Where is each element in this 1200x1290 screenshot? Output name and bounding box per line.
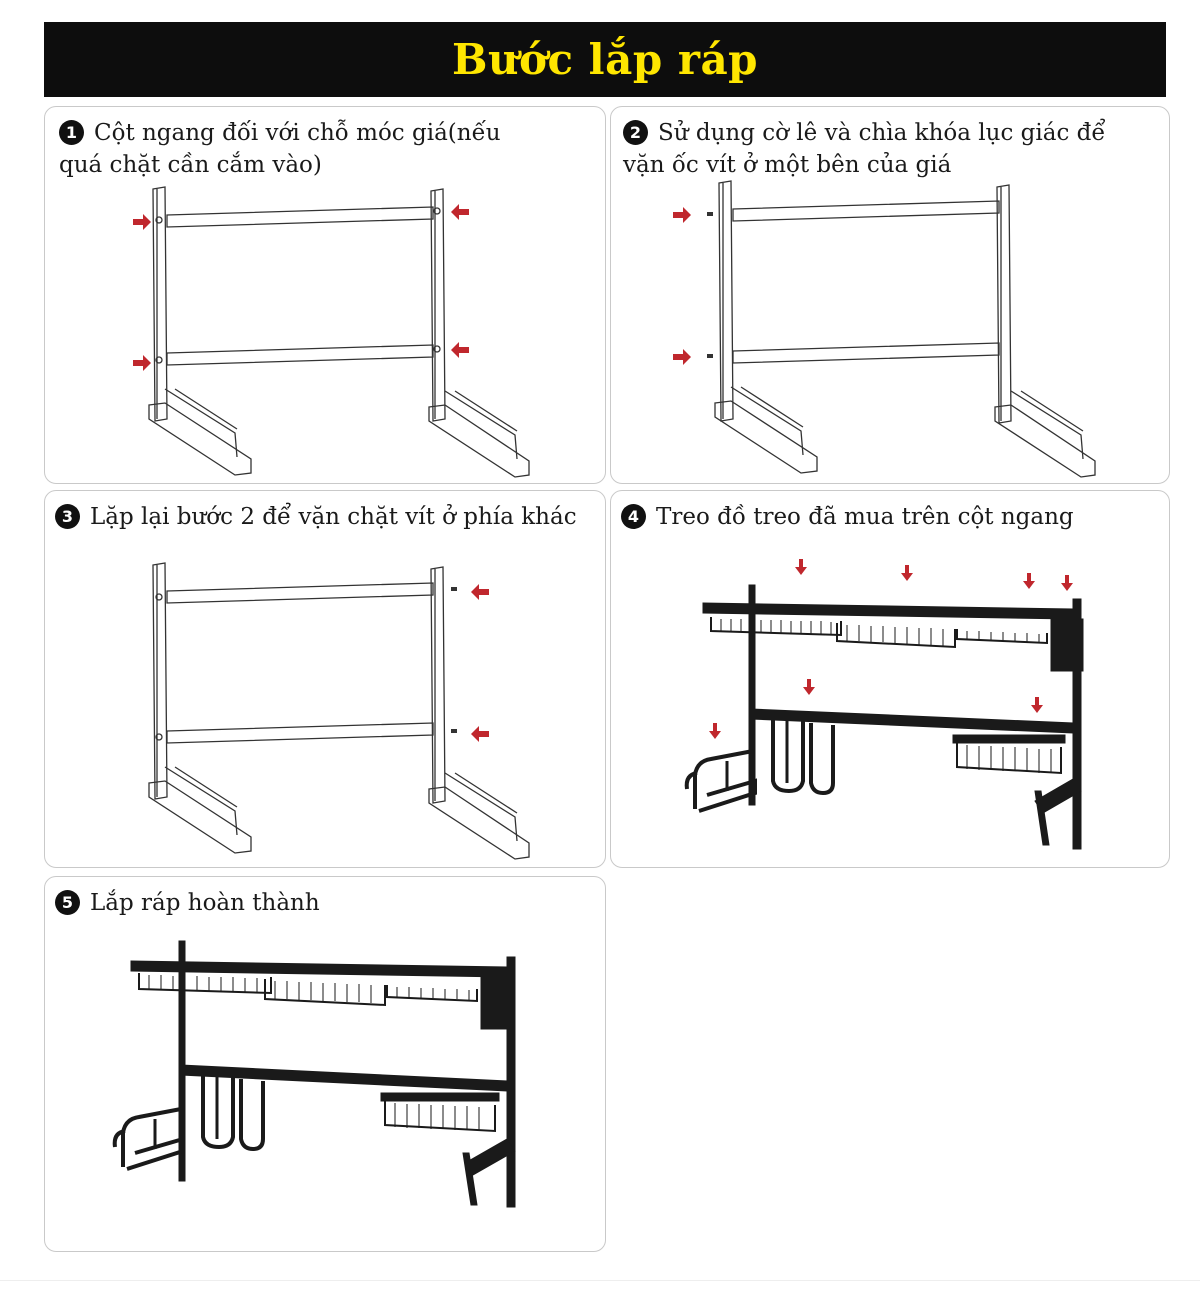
step-panel-2 [610, 106, 1170, 484]
step-1-illustration [45, 107, 607, 485]
step-panel-3 [44, 490, 606, 868]
step-panel-4 [610, 490, 1170, 868]
page-title: Bước lắp ráp [451, 35, 759, 84]
step-2-illustration [611, 107, 1171, 485]
step-3-illustration [45, 491, 607, 869]
step-4-instruction: Treo đồ treo đã mua trên cột ngang [656, 504, 1074, 530]
step-5-illustration [45, 877, 607, 1253]
bottom-divider [0, 1280, 1200, 1281]
step-2-number: 2 [623, 120, 648, 145]
step-4-number: 4 [621, 504, 646, 529]
step-panel-1 [44, 106, 606, 484]
step-4-illustration [611, 491, 1171, 869]
step-panel-5 [44, 876, 606, 1252]
step-2-instruction: Sử dụng cờ lê và chìa khóa lục giác để vặn ốc vít ở một bên của giá [623, 120, 1106, 178]
step-5-instruction: Lắp ráp hoàn thành [90, 890, 320, 916]
step-3-number: 3 [55, 504, 80, 529]
step-5-number: 5 [55, 890, 80, 915]
header-banner [44, 22, 1166, 97]
step-1-instruction: Cột ngang đối với chỗ móc giá(nếu quá chặt cần cắm vào) [59, 120, 501, 178]
step-1-number: 1 [59, 120, 84, 145]
step-3-instruction: Lặp lại bước 2 để vặn chặt vít ở phía khác [90, 504, 577, 530]
